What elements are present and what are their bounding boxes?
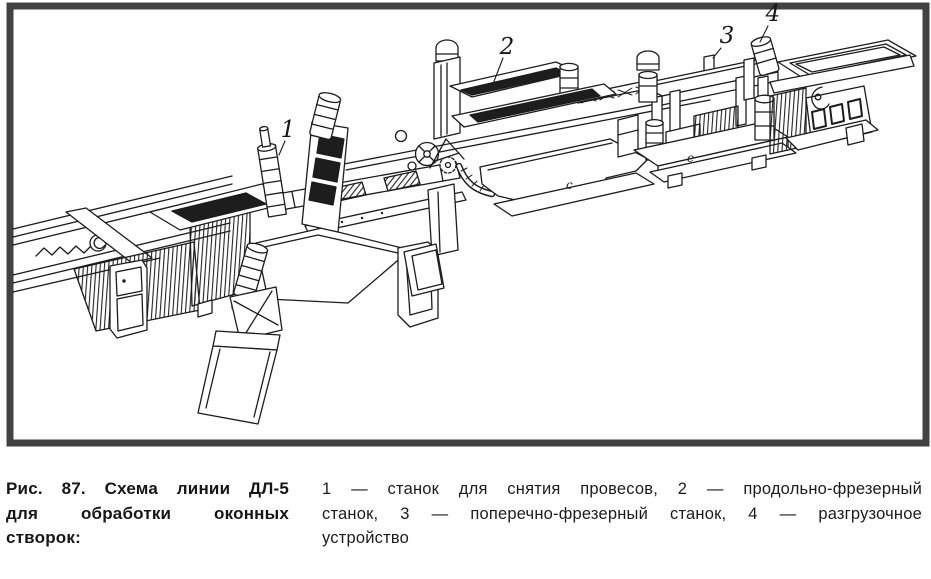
callout-3-number: 3 xyxy=(719,23,735,49)
caption-legend-line: 1 — станок для снятия провесов, 2 — продольно-фрезерный xyxy=(322,480,922,498)
base-mark-1: с xyxy=(566,178,573,192)
callout-1-number: 1 xyxy=(280,117,296,143)
caption-legend-line: устройство xyxy=(322,529,410,547)
caption-title-line: створок: xyxy=(6,528,81,547)
callout-2-number: 2 xyxy=(499,34,515,60)
callout-4-number: 4 xyxy=(765,1,781,27)
caption-legend-line: станок, 3 — поперечно-фрезерный станок, 4 — разгрузочное xyxy=(322,504,922,523)
base-mark-2: с xyxy=(687,151,694,165)
caption-title-line: Рис. 87. Схема линии ДЛ-5 xyxy=(6,479,289,498)
caption-title xyxy=(6,477,289,551)
caption-legend xyxy=(322,477,922,551)
caption-title-line: для обработки оконных xyxy=(6,503,289,523)
figure-frame-border xyxy=(10,6,926,443)
